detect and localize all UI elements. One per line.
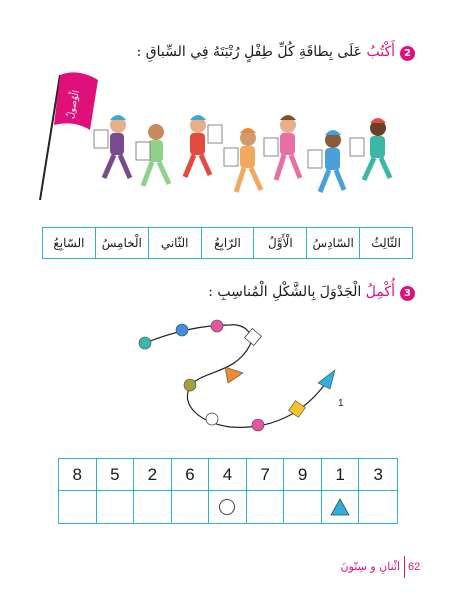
grid-number-cell: 9 (284, 459, 322, 491)
answer-triangle-shape (330, 498, 350, 516)
path-circle-pink (211, 320, 223, 332)
child-5 (264, 115, 300, 180)
path-circle-blue (176, 324, 188, 336)
grid-answer-cell[interactable] (209, 491, 247, 523)
ordinal-cell: السّادِسُ (306, 228, 359, 258)
ordinal-cell: الْأَوَّلُ (253, 228, 306, 258)
grid-answer-cell[interactable] (134, 491, 172, 523)
path-circle-pink-2 (252, 419, 264, 431)
ordinal-cell: الثّاني (148, 228, 201, 258)
page-number-words: اثْنانِ و سِتّونَ (340, 560, 400, 573)
footer-divider (404, 556, 405, 578)
number-grid (58, 458, 398, 524)
path-circle-olive (184, 379, 196, 391)
ordinal-cell: الرّابِعُ (201, 228, 254, 258)
grid-answer-cell[interactable] (322, 491, 360, 523)
grid-number-cell: 5 (97, 459, 135, 491)
grid-number-cell: 3 (359, 459, 397, 491)
grid-answer-cell[interactable] (172, 491, 210, 523)
exercise-2-verb: أَكْتُبُ (366, 44, 395, 60)
grid-number-cell: 1 (322, 459, 360, 491)
answer-circle-shape (218, 498, 236, 516)
grid-answer-cell[interactable] (59, 491, 97, 523)
exercise-3-verb: أُكْمِلُ (365, 284, 395, 300)
ordinal-cell: الثّالِثُ (359, 228, 412, 258)
exercise-3-instruction (208, 284, 395, 300)
ordinal-cell: الْخامِسُ (95, 228, 148, 258)
race-illustration (38, 70, 418, 205)
child-6 (308, 130, 344, 192)
exercise-2-instruction (137, 44, 395, 60)
grid-answer-cell[interactable] (97, 491, 135, 523)
grid-number-cell: 6 (172, 459, 210, 491)
grid-number-cell: 7 (247, 459, 285, 491)
grid-number-cell: 4 (209, 459, 247, 491)
child-4 (224, 128, 261, 192)
shape-path (130, 315, 350, 440)
path-square-white (245, 329, 262, 346)
grid-answer-cell[interactable] (284, 491, 322, 523)
path-triangle-orange (225, 367, 243, 383)
grid-answer-cell[interactable] (359, 491, 397, 523)
page-number: 62 (408, 561, 421, 573)
path-triangle-blue (318, 370, 335, 389)
ordinals-table (42, 227, 413, 259)
child-1 (94, 115, 130, 178)
child-7 (350, 118, 390, 180)
path-start-label: 1 (338, 398, 344, 409)
exercise-2-number: 2 (400, 46, 415, 61)
exercise-3-text: الْجَدْوَلَ بِالشَّكْلِ الْمُناسِبِ : (208, 284, 366, 300)
path-circle-white (206, 413, 218, 425)
ordinal-cell: السّابِعُ (53, 236, 85, 250)
path-circle-teal (139, 337, 151, 349)
exercise-3-number: 3 (400, 286, 415, 301)
finish-flag (40, 72, 98, 200)
exercise-2-text: عَلَى بِطاقَةِ كُلِّ طِفْلٍ رُتْبَتَهُ فِي السِّباقِ : (136, 44, 367, 60)
finish-label: الْوُصولُ (66, 89, 82, 120)
child-2 (136, 124, 169, 186)
grid-number-cell: 8 (59, 459, 97, 491)
grid-answer-cell[interactable] (247, 491, 285, 523)
grid-number-cell: 2 (134, 459, 172, 491)
child-3 (185, 115, 222, 177)
